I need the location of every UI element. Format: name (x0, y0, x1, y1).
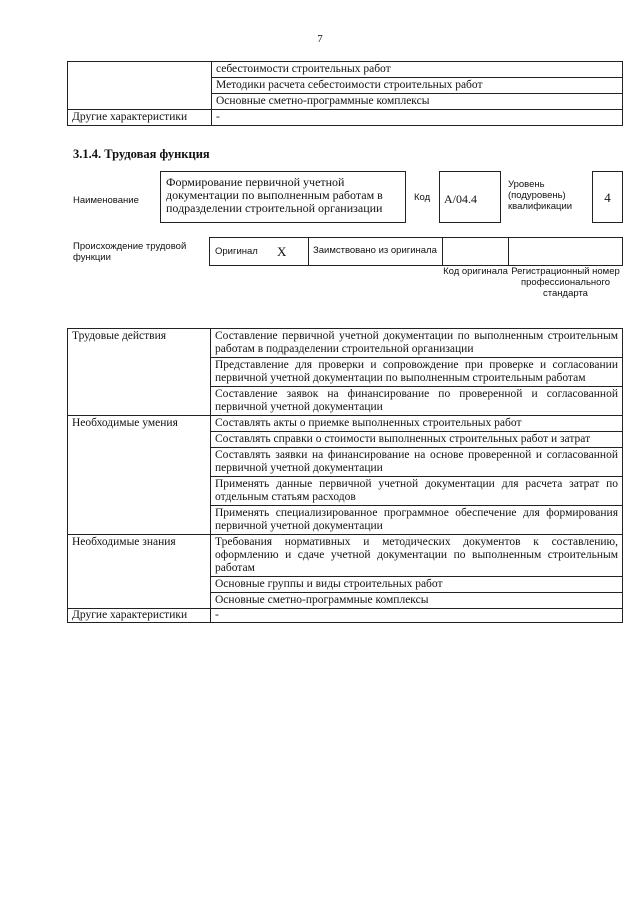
table-cell: Составление заявок на финансирование по проверенной и согласованной первичной учетной документации (211, 387, 623, 416)
origin-label: Происхождение трудовой функции (73, 241, 187, 263)
other-value: - (211, 609, 623, 623)
reg-number-label: Регистрационный номер профессионального стандарта (511, 266, 620, 299)
section-label: Необходимые знания (68, 535, 211, 609)
table-row (68, 416, 623, 432)
section-label: Необходимые умения (68, 416, 211, 535)
row-value: себестоимости строительных работ (212, 62, 623, 78)
borrowed-cell (308, 237, 443, 266)
table-cell: Составлять акты о приемке выполненных строительных работ (211, 416, 623, 432)
page-number: 7 (317, 33, 323, 45)
row-label: Другие характеристики (68, 110, 212, 126)
code-original-cell (442, 237, 509, 266)
function-details-table (67, 328, 623, 623)
table-cell: Представление для проверки и сопровождение при проверке и согласовании первичной учетной документации по выполненным строительным работам (211, 358, 623, 387)
table-cell: Основные группы и виды строительных работ (211, 577, 623, 593)
name-label: Наименование (73, 195, 139, 206)
previous-function-table (67, 61, 623, 126)
table-row (68, 62, 623, 78)
table-cell: Применять специализированное программное обеспечение для формирования первичной учетной документации (211, 506, 623, 535)
table-row (68, 329, 623, 358)
section-title: 3.1.4. Трудовая функция (73, 147, 210, 161)
code-original-label: Код оригинала (443, 266, 508, 277)
table-cell: Основные сметно-программные комплексы (211, 593, 623, 609)
reg-number-cell (508, 237, 623, 266)
row-value: Основные сметно-программные комплексы (212, 94, 623, 110)
table-cell: Составление первичной учетной документации по выполненным строительным работам в подразделении строительной организации (211, 329, 623, 358)
table-row (68, 535, 623, 577)
other-label: Другие характеристики (68, 609, 211, 623)
code-value-box: А/04.4 (439, 171, 501, 223)
row-value: Методики расчета себестоимости строительных работ (212, 78, 623, 94)
table-cell: Составлять справки о стоимости выполненных строительных работ и затрат (211, 432, 623, 448)
table-cell: Применять данные первичной учетной документации для расчета затрат по отдельным статьям расходов (211, 477, 623, 506)
original-mark: X (277, 244, 287, 259)
section-label: Трудовые действия (68, 329, 211, 416)
table-cell: Составлять заявки на финансирование на основе проверенной и согласованной первичной учетной документации (211, 448, 623, 477)
table-row (68, 110, 623, 126)
level-label: Уровень (подуровень) квалификации (508, 179, 573, 212)
level-value-box: 4 (592, 171, 623, 223)
original-label: Оригинал (215, 246, 258, 257)
code-label: Код (414, 192, 431, 203)
borrowed-label: Заимствовано из оригинала (313, 245, 437, 256)
table-cell: Требования нормативных и методических документов к составлению, оформлению и сдаче учетной документации по выполненным строительным работам (211, 535, 623, 577)
function-name-box: Формирование первичной учетной документации по выполненным работам в подразделении строительной организации (160, 171, 406, 223)
table-row (68, 609, 623, 623)
row-value: - (212, 110, 623, 126)
original-cell (209, 237, 309, 266)
row-label (68, 62, 212, 110)
